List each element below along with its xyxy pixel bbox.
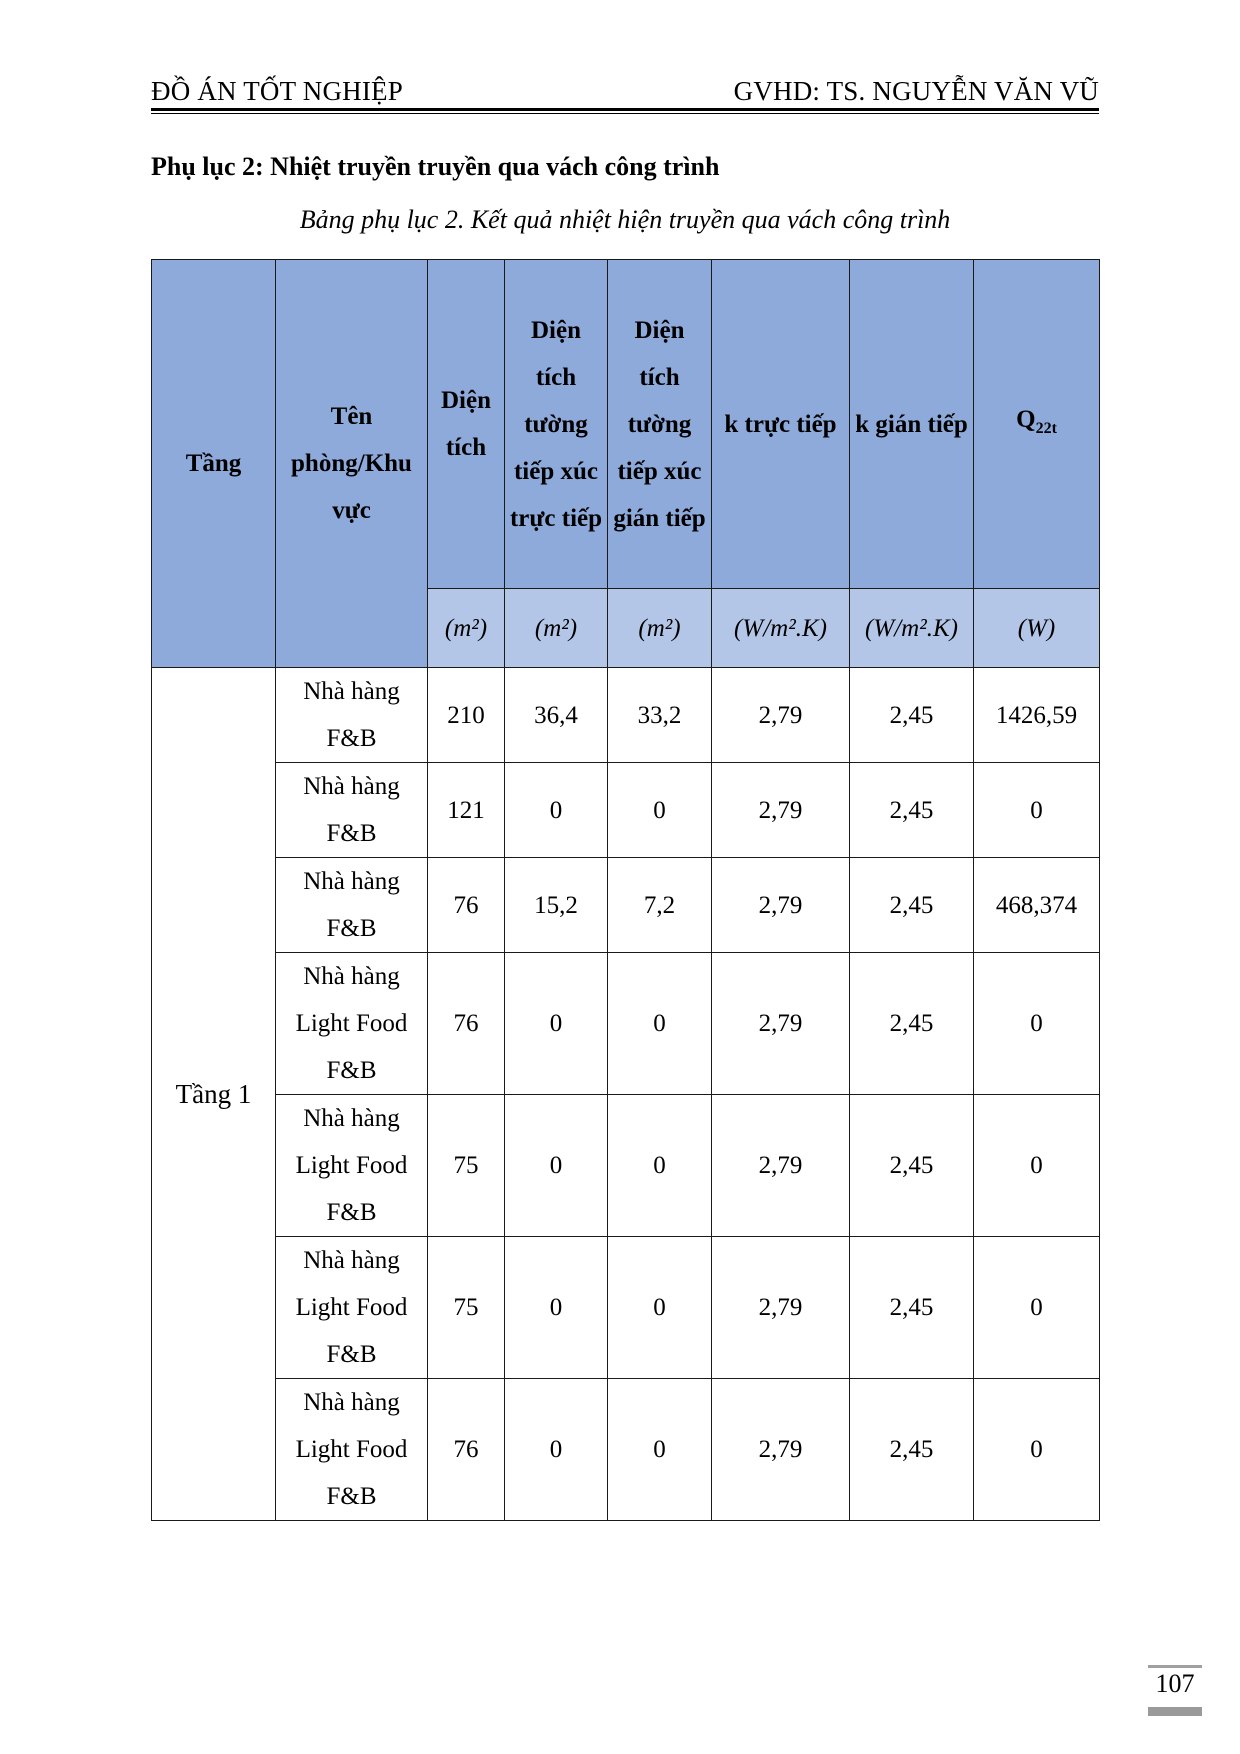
room-name-line: F&B [326,915,377,942]
table-row [152,1379,1100,1521]
k-indirect-cell: 2,45 [850,953,974,1095]
q-cell: 0 [974,1379,1100,1521]
room-name-line: Light Food [295,1294,408,1321]
room-name-line: Nhà hàng [303,963,400,990]
wall-indirect-cell: 0 [608,763,712,858]
page-header [151,72,1099,112]
k-indirect-cell: 2,45 [850,1095,974,1237]
wall-indirect-cell: 7,2 [608,858,712,953]
page-number-bar [1148,1707,1202,1716]
q-cell: 1426,59 [974,668,1100,763]
unit-k-direct: (W/m².K) [712,589,850,668]
k-direct-cell: 2,79 [712,1237,850,1379]
header-wall-direct: Diện tích tường tiếp xúc trực tiếp [505,260,608,589]
k-indirect-cell: 2,45 [850,763,974,858]
k-indirect-cell: 2,45 [850,668,974,763]
room-name-cell [276,1095,428,1237]
wall-direct-cell: 0 [505,1095,608,1237]
k-direct-cell: 2,79 [712,668,850,763]
page-number-text: 107 [1155,1669,1195,1698]
room-name-line: Nhà hàng [303,868,400,895]
room-name-line: Nhà hàng [303,1389,400,1416]
k-indirect-cell: 2,45 [850,1237,974,1379]
room-name-line: Light Food [295,1152,408,1179]
header-left-title: ĐỒ ÁN TỐT NGHIỆP [151,76,403,106]
unit-k-indirect: (W/m².K) [850,589,974,668]
header-k-direct: k trực tiếp [712,260,850,589]
area-cell: 76 [428,858,505,953]
k-direct-cell: 2,79 [712,858,850,953]
wall-direct-cell: 0 [505,1237,608,1379]
room-name-line: F&B [326,820,377,847]
room-name-line: F&B [326,725,377,752]
room-name-line: F&B [326,1341,377,1368]
k-direct-cell: 2,79 [712,1095,850,1237]
k-direct-cell: 2,79 [712,953,850,1095]
unit-wall-indirect: (m²) [608,589,712,668]
area-cell: 76 [428,1379,505,1521]
k-direct-cell: 2,79 [712,763,850,858]
header-area: Diện tích [428,260,505,589]
q-cell: 0 [974,953,1100,1095]
q-cell: 0 [974,1237,1100,1379]
section-title: Phụ lục 2: Nhiệt truyền truyền qua vách công trình [151,152,720,181]
table-row [152,668,1100,763]
k-indirect-cell: 2,45 [850,858,974,953]
room-name-cell [276,1237,428,1379]
header-floor: Tầng [152,260,276,668]
room-name-cell [276,953,428,1095]
header-q-main: Q [1016,406,1036,433]
unit-wall-direct: (m²) [505,589,608,668]
header-wall-indirect: Diện tích tường tiếp xúc gián tiếp [608,260,712,589]
room-name-cell [276,668,428,763]
room-name-cell [276,763,428,858]
area-cell: 75 [428,1237,505,1379]
room-name-line: Nhà hàng [303,773,400,800]
wall-indirect-cell: 0 [608,953,712,1095]
wall-indirect-cell: 0 [608,1095,712,1237]
table-caption: Bảng phụ lục 2. Kết quả nhiệt hiện truyền qua vách công trình [299,205,951,234]
header-room: Tên phòng/Khu vực [276,260,428,668]
heat-transfer-table [151,259,1100,1521]
q-cell: 0 [974,1095,1100,1237]
area-cell: 76 [428,953,505,1095]
room-name-line: F&B [326,1483,377,1510]
area-cell: 210 [428,668,505,763]
wall-direct-cell: 0 [505,953,608,1095]
page-number [1148,1669,1202,1699]
wall-direct-cell: 36,4 [505,668,608,763]
header-k-indirect: k gián tiếp [850,260,974,589]
area-cell: 75 [428,1095,505,1237]
table-row [152,858,1100,953]
room-name-line: F&B [326,1199,377,1226]
room-name-line: Light Food [295,1436,408,1463]
header-q-sub: 22t [1035,420,1057,437]
room-name-line: F&B [326,1057,377,1084]
room-name-line: Nhà hàng [303,678,400,705]
room-name-line: Light Food [295,1010,408,1037]
unit-area: (m²) [428,589,505,668]
header-rule-thin [151,113,1099,114]
wall-direct-cell: 15,2 [505,858,608,953]
table-header-row [152,260,1100,589]
header-right-advisor: GVHD: TS. NGUYỄN VĂN VŨ [733,76,1099,106]
floor-cell: Tầng 1 [152,668,276,1521]
unit-q: (W) [974,589,1100,668]
table-row [152,1237,1100,1379]
wall-indirect-cell: 33,2 [608,668,712,763]
wall-direct-cell: 0 [505,763,608,858]
page-number-rule [1148,1665,1202,1668]
wall-indirect-cell: 0 [608,1237,712,1379]
area-cell: 121 [428,763,505,858]
table-row [152,1095,1100,1237]
room-name-cell [276,1379,428,1521]
k-indirect-cell: 2,45 [850,1379,974,1521]
wall-direct-cell: 0 [505,1379,608,1521]
room-name-line: Nhà hàng [303,1247,400,1274]
header-rule-thick [151,108,1099,111]
wall-indirect-cell: 0 [608,1379,712,1521]
table-row [152,763,1100,858]
header-q [974,260,1100,589]
q-cell: 0 [974,763,1100,858]
k-direct-cell: 2,79 [712,1379,850,1521]
room-name-line: Nhà hàng [303,1105,400,1132]
table-row [152,953,1100,1095]
q-cell: 468,374 [974,858,1100,953]
room-name-cell [276,858,428,953]
